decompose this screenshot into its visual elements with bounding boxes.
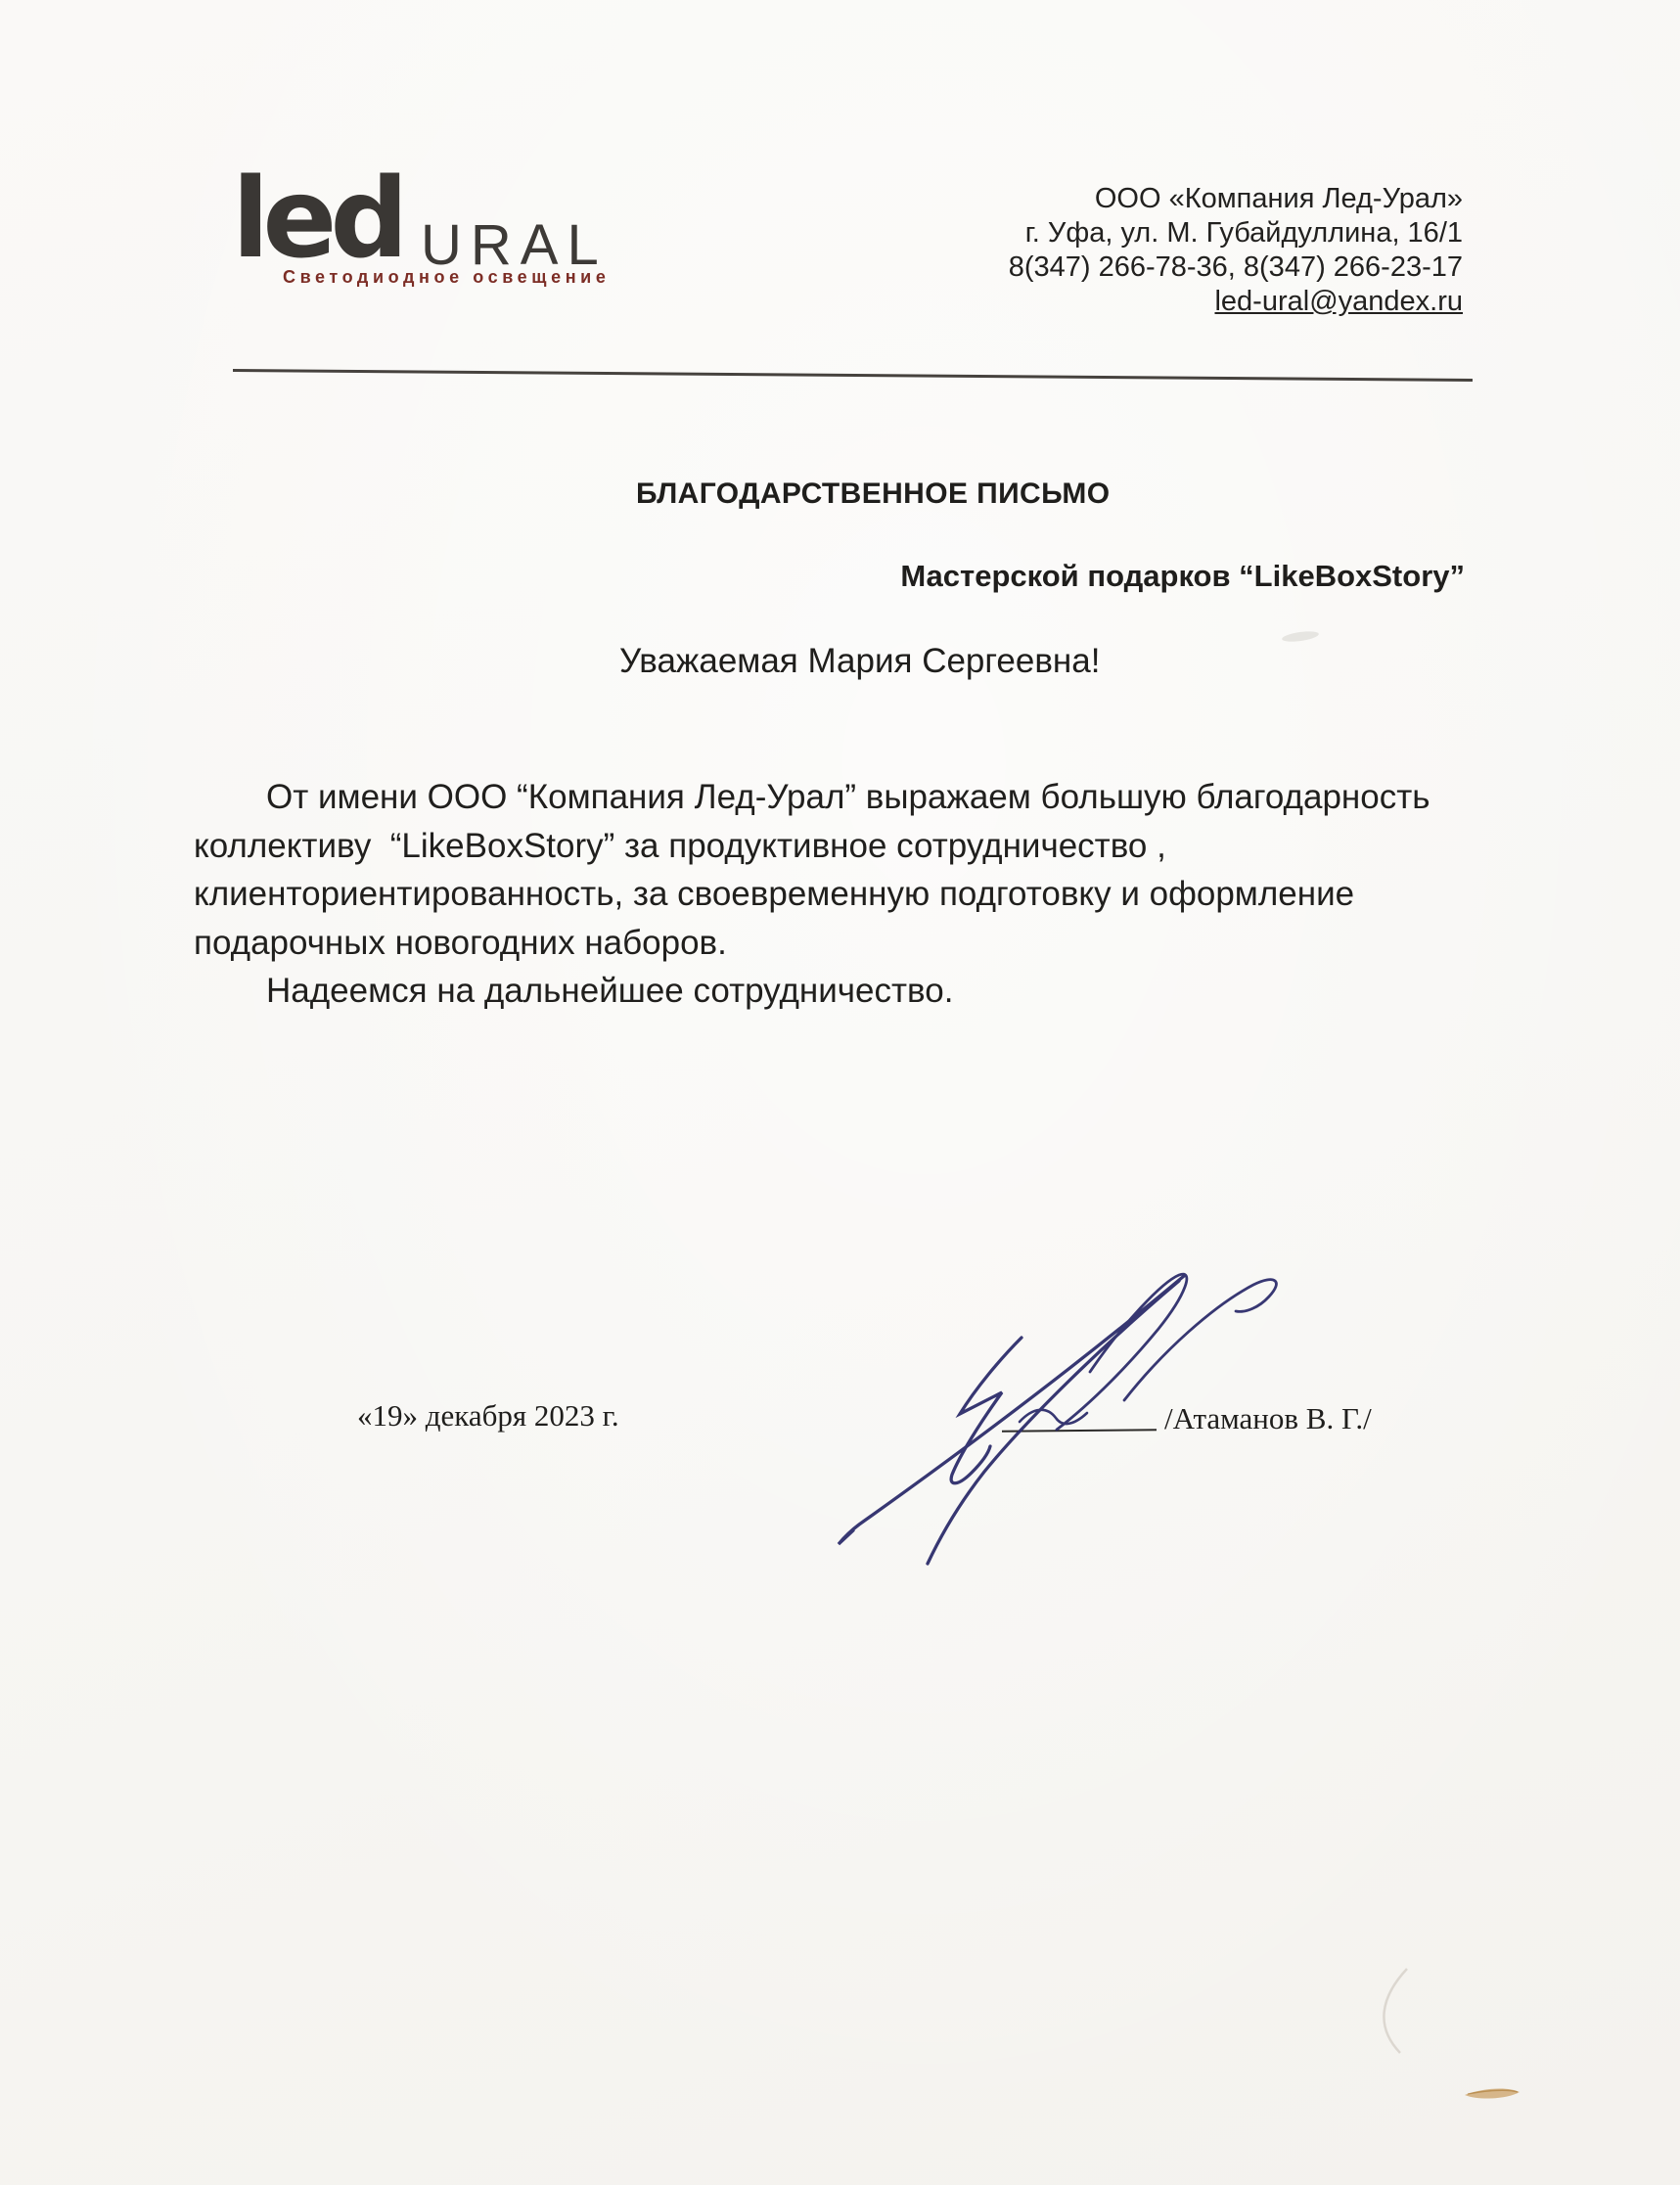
scan-crease-mark: [1384, 1969, 1407, 2053]
body-line: клиенториентированность, за своевременную подготовку и оформление: [194, 875, 1355, 913]
logo-led-wordmark: led: [232, 156, 402, 283]
letter-title: БЛАГОДАРСТВЕННОЕ ПИСЬМО: [636, 478, 1111, 510]
body-line: подарочных новогодних наборов.: [194, 923, 727, 962]
signatory-name: /Атаманов В. Г./: [1164, 1401, 1372, 1435]
body-line: От имени ООО “Компания Лед-Урал” выражаем большую благодарность: [266, 778, 1430, 816]
logo-ural-wordmark: URAL: [421, 213, 608, 277]
letter-addressee: Мастерской подарков “LikeBoxStory”: [900, 559, 1465, 593]
body-line: Надеемся на дальнейшее сотрудничество.: [266, 972, 954, 1010]
company-phones: 8(347) 266-78-36, 8(347) 266-23-17: [1008, 251, 1463, 283]
company-email: led-ural@yandex.ru: [1214, 286, 1463, 317]
letter-date: «19» декабря 2023 г.: [357, 1398, 619, 1433]
logo-tagline: Светодиодное освещение: [283, 267, 611, 287]
company-address: г. Уфа, ул. М. Губайдуллина, 16/1: [1024, 217, 1463, 249]
body-line: коллективу “LikeBoxStory” за продуктивное сотрудничество ,: [194, 826, 1166, 865]
company-name: ООО «Компания Лед-Урал»: [1094, 183, 1463, 214]
letter-greeting: Уважаемая Мария Сергеевна!: [619, 642, 1101, 680]
